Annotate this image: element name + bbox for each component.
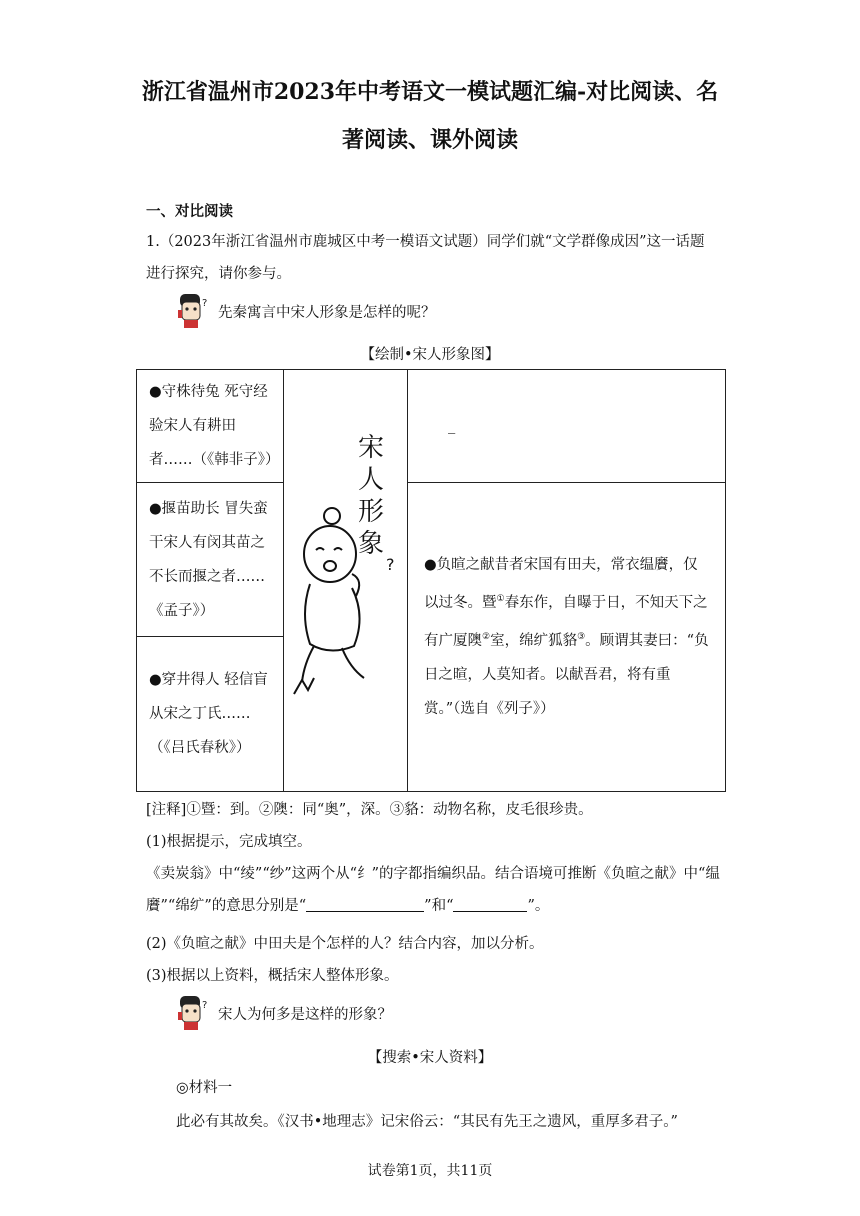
- question-1-line-2: 进行探究，请你参与。: [146, 266, 291, 282]
- caption-2: 【搜索•宋人资料】: [367, 1050, 493, 1066]
- sub-question-1-detail-2: 黂”“绵纩”的意思分别是“ ”和“ ”。: [146, 898, 550, 914]
- section-heading: 一、对比阅读: [146, 203, 233, 220]
- annotation: [注释]①暨：到。②隩：同“奥”，深。③貉：动物名称，皮毛很珍贵。: [146, 802, 593, 818]
- table-cell-yamiao: ●揠苗助长 冒失蛮干宋人有闵其苗之不长而揠之者……《孟子》）: [137, 483, 284, 637]
- answer-blank-2[interactable]: [453, 897, 527, 912]
- table-center-illustration: [284, 370, 408, 792]
- table-cell-shouzhu: ●守株待兔 死守经验宋人有耕田者……（《韩非子》）: [137, 370, 284, 483]
- table-answer-cell: _: [408, 370, 726, 483]
- sub-question-1-detail-1: 《卖炭翁》中“绫”“纱”这两个从“纟”的字都指编织品。结合语境可推断《负暄之献》中“缊: [146, 866, 720, 882]
- question-1-line-1: 1.（2023年浙江省温州市鹿城区中考一模语文试题）同学们就“文学群像成因”这一话题: [146, 234, 705, 250]
- svg-text:象: 象: [357, 529, 384, 559]
- sub-question-3: (3)根据以上资料，概括宋人整体形象。: [146, 968, 399, 984]
- prompt-2: [174, 994, 392, 1032]
- sub-question-1: (1)根据提示，完成填空。: [146, 834, 312, 850]
- answer-blank-1[interactable]: [306, 897, 424, 912]
- title-line-2: 著阅读、课外阅读: [341, 127, 518, 153]
- svg-text:?: ?: [202, 1000, 208, 1011]
- title-line-1: 浙江省温州市2023年中考语文一模试题汇编-对比阅读、名: [141, 79, 719, 105]
- sub-question-2: (2)《负暄之献》中田夫是个怎样的人？结合内容，加以分析。: [146, 936, 544, 952]
- prompt-1-text: 先秦寓言中宋人形象是怎样的呢？: [218, 304, 436, 321]
- center-label-char: 宋: [357, 433, 384, 463]
- prompt-1: [174, 292, 436, 330]
- svg-text:?: ?: [202, 298, 208, 309]
- prompt-2-text: 宋人为何多是这样的形象？: [218, 1006, 392, 1023]
- center-question-mark: ?: [385, 555, 394, 574]
- table-cell-chuanjing: ●穿井得人 轻信盲从宋之丁氏……（《吕氏春秋》）: [137, 637, 284, 792]
- table-cell-fuxuan: ●负暄之献昔者宋国有田夫，常衣缊黂，仅以过冬。暨①春东作，自曝于日，不知天下之有广厦隩②室，绵纩狐貉③。顾谓其妻曰：“负日之暄，人莫知者。以献吾君，将有重赏。”（选自《列子》）: [408, 483, 726, 792]
- material-1-text: 此必有其故矣。《汉书•地理志》记宋俗云：“其民有先王之遗风，重厚多君子。”: [176, 1114, 678, 1130]
- student-thinking-icon: [174, 994, 214, 1032]
- student-thinking-icon: [174, 292, 214, 330]
- caption-1: 【绘制•宋人形象图】: [360, 347, 500, 363]
- document-title: [110, 68, 750, 164]
- page-footer: 试卷第1页，共11页: [367, 1163, 493, 1179]
- song-person-illustration: [286, 424, 406, 724]
- material-1-label: ◎材料一: [176, 1080, 233, 1096]
- svg-text:人: 人: [357, 465, 384, 495]
- song-people-image-table: [136, 369, 726, 792]
- svg-text:形: 形: [357, 497, 384, 527]
